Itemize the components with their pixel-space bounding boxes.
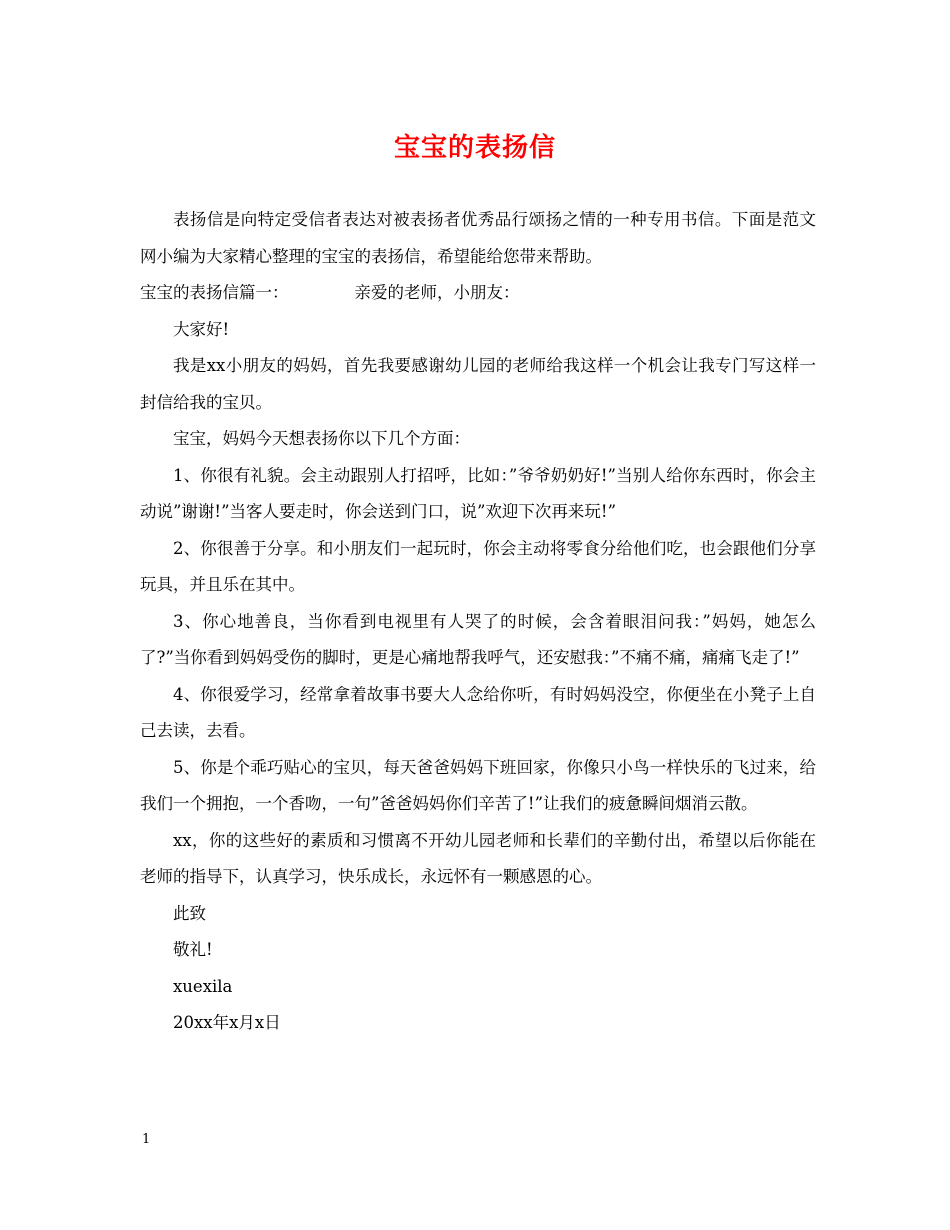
document-body — [140, 202, 816, 1042]
page-number: 1 — [142, 1132, 151, 1147]
paragraph-item-1: 1、你很有礼貌。会主动跟别人打招呼，比如：”爷爷奶奶好!”当别人给你东西时，你会主动说”谢谢!”当客人要走时，你会送到门口，说”欢迎下次再来玩!” — [140, 465, 816, 521]
paragraph-opening: 我是xx小朋友的妈妈，首先我要感谢幼儿园的老师给我这样一个机会让我专门写这样一封信给我的宝贝。 — [140, 356, 816, 412]
intro-paragraph: 表扬信是向特定受信者表达对被表扬者优秀品行颂扬之情的一种专用书信。下面是范文网小编为大家精心整理的宝宝的表扬信，希望能给您带来帮助。 — [140, 210, 816, 266]
paragraph-conclusion: xx，你的这些好的素质和习惯离不开幼儿园老师和长辈们的辛勤付出，希望以后你能在老师的指导下，认真学习，快乐成长，永远怀有一颗感恩的心。 — [140, 830, 816, 886]
salutation: 亲爱的老师，小朋友： — [354, 283, 520, 302]
closing-line-2: 敬礼! — [173, 940, 213, 959]
paragraph-item-3: 3、你心地善良，当你看到电视里有人哭了的时候，会含着眼泪问我：”妈妈，她怎么了?”当你看到妈妈受伤的脚时，更是心痛地帮我呼气，还安慰我：”不痛不痛，痛痛飞走了!” — [140, 611, 816, 667]
paragraph-item-2: 2、你很善于分享。和小朋友们一起玩时，你会主动将零食分给他们吃，也会跟他们分享玩具，并且乐在其中。 — [140, 538, 816, 594]
date: 20xx年x月x日 — [173, 1013, 281, 1032]
paragraph-item-4: 4、你很爱学习，经常拿着故事书要大人念给你听，有时妈妈没空，你便坐在小凳子上自己去读，去看。 — [140, 684, 816, 740]
greeting: 大家好! — [173, 319, 230, 339]
closing-line-1: 此致 — [173, 903, 206, 923]
paragraph-lead: 宝宝，妈妈今天想表扬你以下几个方面： — [173, 429, 470, 448]
paragraph-item-5: 5、你是个乖巧贴心的宝贝，每天爸爸妈妈下班回家，你像只小鸟一样快乐的飞过来，给我们一个拥抱，一个香吻，一句”爸爸妈妈你们辛苦了!”让我们的疲惫瞬间烟消云散。 — [140, 757, 816, 813]
section-heading-line — [140, 275, 816, 312]
section-label: 宝宝的表扬信篇一： — [140, 283, 289, 302]
document-title: 宝宝的表扬信 — [393, 133, 556, 163]
signature: xuexila — [173, 976, 233, 996]
